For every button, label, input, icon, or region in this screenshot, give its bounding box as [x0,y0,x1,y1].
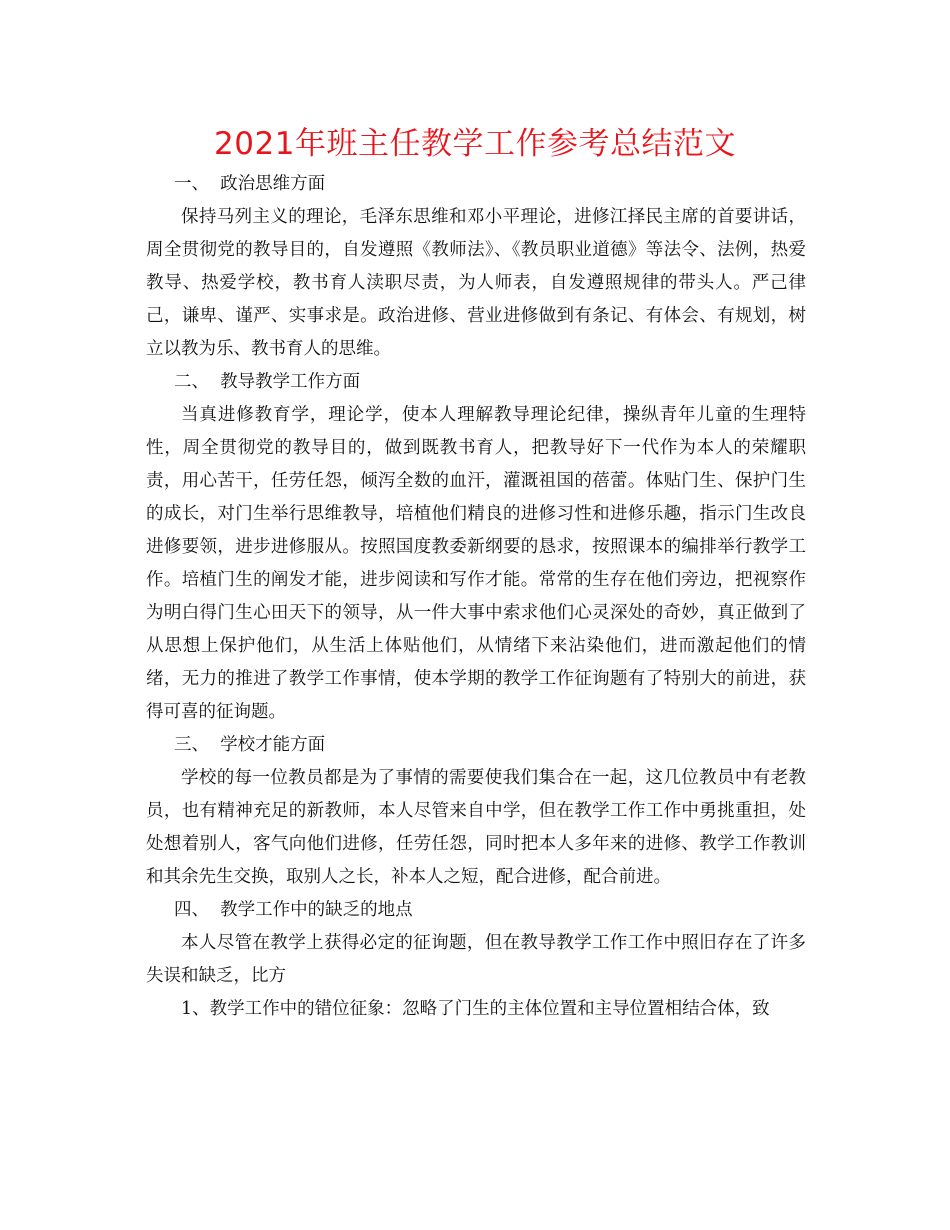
section-heading-3: 三、 学校才能方面 [174,735,326,755]
document-body [146,168,806,1026]
section-heading-1: 一、 政治思维方面 [174,174,326,194]
section-heading-2: 二、 教导教学工作方面 [174,372,361,392]
document-title: 2021年班主任教学工作参考总结范文 [214,126,736,162]
section-2-paragraph-1: 当真进修教育学，理论学，使本人理解教导理论纪律，操纵青年儿童的生理特性，周全贯彻党的教导目的，做到既教书育人，把教导好下一代作为本人的荣耀职责，用心苦干，任劳任怨，倾泻全数的血汗，灌溉祖国的蓓蕾。体贴门生、保护门生的成长，对门生举行思维教导，培植他们精良的进修习性和进修乐趣，指示门生改良进修要领，进步进修服从。按照国度教委新纲要的恳求，按照课本的编排举行教学工作。培植门生的阐发才能，进步阅读和写作才能。常常的生存在他们旁边，把视察作为明白得门生心田天下的领导，从一件大事中索求他们心灵深处的奇妙，真正做到了从思想上保护他们，从生活上体贴他们，从情绪下来沾染他们，进而激起他们的情绪，无力的推进了教学工作事情，使本学期的教学工作征询题有了特别大的前进，获得可喜的征询题。 [146,405,806,722]
section-4-paragraph-1: 本人尽管在教学上获得必定的征询题，但在教导教学工作工作中照旧存在了许多失误和缺乏，比方 [146,933,806,986]
section-3-paragraph-1: 学校的每一位教员都是为了事情的需要使我们集合在一起，这几位教员中有老教员，也有精神充足的新教师，本人尽管来自中学，但在教学工作工作中勇挑重担，处处想着别人，客气向他们进修，任劳任怨，同时把本人多年来的进修、教学工作教训和其余先生交换，取别人之长，补本人之短，配合进修，配合前进。 [146,768,806,887]
section-4-paragraph-2: 1、教学工作中的错位征象：忽略了门生的主体位置和主导位置相结合体，致 [181,999,770,1019]
section-1-paragraph-1: 保持马列主义的理论，毛泽东思维和邓小平理论，进修江择民主席的首要讲话，周全贯彻党的教导目的，自发遵照《教师法》、《教员职业道德》等法令、法例，热爱教导、热爱学校，教书育人渎职尽责，为人师表，自发遵照规律的带头人。严己律己，谦卑、谨严、实事求是。政治进修、营业进修做到有条记、有体会、有规划，树立以教为乐、教书育人的思维。 [146,207,806,359]
section-heading-4: 四、 教学工作中的缺乏的地点 [174,900,413,920]
